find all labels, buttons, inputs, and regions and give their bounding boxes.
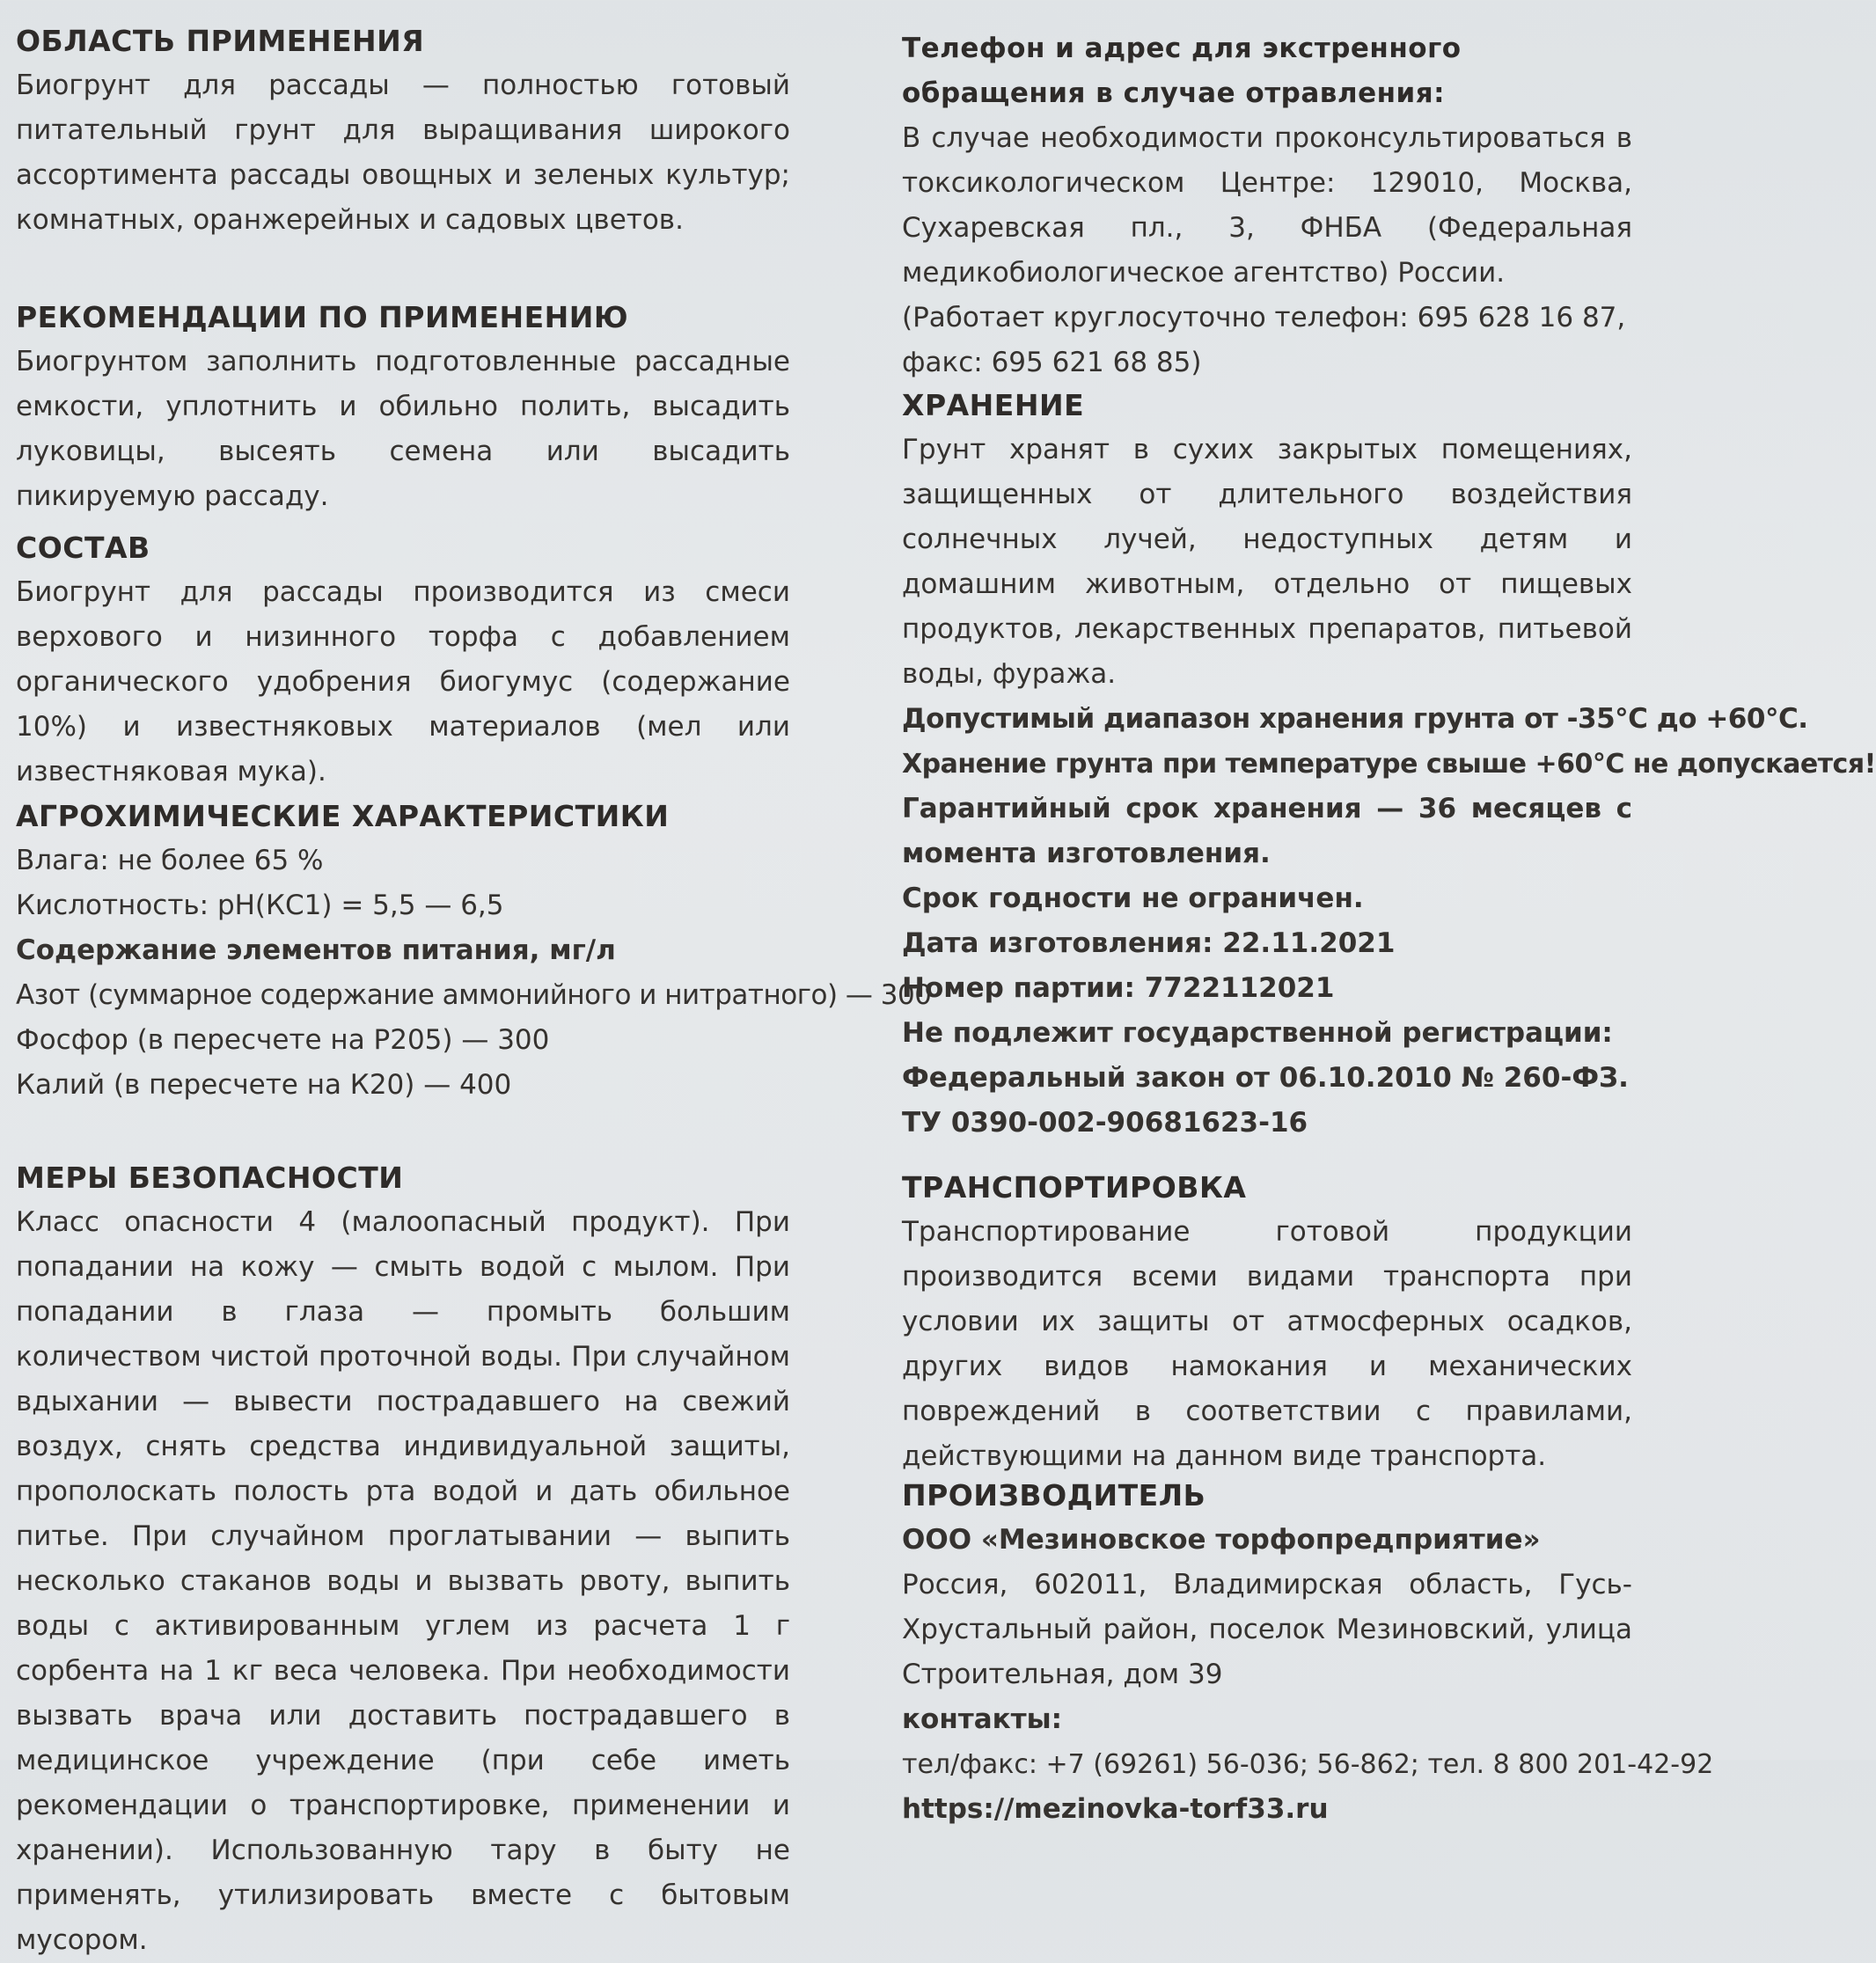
section-emergency <box>902 26 1632 385</box>
transport-text: Транспортирование готовой продукции производится всеми видами транспорта при условии их защиты от атмосферных осадков, других видов намокания и механических повреждений в соответствии с правилами, действующими на данном виде транспорта. <box>902 1216 1632 1472</box>
contacts-label: контакты: <box>902 1703 1063 1735</box>
nitrogen-line: Азот (суммарное содержание аммонийного и нитратного) — 300 <box>16 979 932 1011</box>
section-heading: АГРОХИМИЧЕСКИЕ ХАРАКТЕРИСТИКИ <box>16 799 670 833</box>
section-agrochemical <box>16 795 932 1108</box>
emergency-heading: Телефон и адрес для экстренного обращения в случае отравления: <box>902 33 1462 109</box>
storage-text: Грунт хранят в сухих закрытых помещениях, защищенных от длительного воздействия солнечных лучей, недоступных детям и домашним животным, отдельно от пищевых продуктов, лекарственных препаратов, питьевой воды, фуража. <box>902 434 1632 690</box>
contact-phones: тел/факс: +7 (69261) 56-036; 56-862; тел. 8 800 201-42-92 <box>902 1749 1714 1780</box>
section-composition <box>16 526 790 795</box>
section-transport <box>902 1166 1632 1479</box>
emergency-fax: факс: 695 621 68 85) <box>902 347 1202 378</box>
company-name: ООО «Мезиновское торфопредприятие» <box>902 1524 1541 1556</box>
moisture-line: Влага: не более 65 % <box>16 845 324 876</box>
section-heading: ОБЛАСТЬ ПРИМЕНЕНИЯ <box>16 24 425 58</box>
storage-range: Допустимый диапазон хранения грунта от -35°С до +60°С. <box>902 703 1808 735</box>
section-text: Биогрунтом заполнить подготовленные рассадные емкости, уплотнить и обильно полить, высадить луковицы, высеять семена или высадить пикируемую рассаду. <box>16 346 790 512</box>
manufacture-date-label: Дата изготовления: <box>902 927 1213 959</box>
section-text: Класс опасности 4 (малоопасный продукт). При попадании на кожу — смыть водой с мылом. При попадании в глаза — промыть большим количеством чистой проточной воды. При случайном вдыхании — вывести пострадавшего на свежий воздух, снять средства индивидуальной защиты, прополоскать полость рта водой и дать обильное питье. При случайном проглатывании — выпить несколько стаканов воды и вызвать рвоту, выпить воды с активированным углем из расчета 1 г сорбента на 1 кг веса человека. При необходимости вызвать врача или доставить пострадавшего в медицинское учреждение (при себе иметь рекомендации о транспортировке, применении и хранении). Использованную тару в быту не применять, утилизировать вместе с бытовым мусором. <box>16 1206 790 1956</box>
phosphorus-line: Фосфор (в пересчете на Р205) — 300 <box>16 1024 550 1056</box>
potassium-line: Калий (в пересчете на К20) — 400 <box>16 1069 512 1101</box>
section-application <box>16 19 790 243</box>
emergency-text: В случае необходимости проконсультироваться в токсикологическом Центре: 129010, Москва, Сухаревская пл., 3, ФНБА (Федеральная медикобиологическое агентство) России. <box>902 122 1632 289</box>
tu-code: ТУ 0390-002-90681623-16 <box>902 1107 1308 1139</box>
federal-law: Федеральный закон от 06.10.2010 № 260-ФЗ. <box>902 1062 1629 1094</box>
emergency-phone: (Работает круглосуточно телефон: 695 628 16 87, <box>902 302 1626 333</box>
company-address: Россия, 602011, Владимирская область, Гусь-Хрустальный район, поселок Мезиновский, улица Строительная, дом 39 <box>902 1569 1632 1690</box>
section-heading: ХРАНЕНИЕ <box>902 388 1085 422</box>
website-link[interactable]: https://mezinovka-torf33.ru <box>902 1793 1329 1825</box>
section-heading: РЕКОМЕНДАЦИИ ПО ПРИМЕНЕНИЮ <box>16 300 629 334</box>
manufacture-date <box>902 921 1632 966</box>
storage-guarantee: Гарантийный срок хранения — 36 месяцев с момента изготовления. <box>902 793 1632 869</box>
section-text: Биогрунт для рассады производится из смеси верхового и низинного торфа с добавлением органического удобрения биогумус (содержание 10%) и известняковых материалов (мел или известняковая мука). <box>16 576 790 787</box>
section-storage <box>902 384 1876 1146</box>
section-safety <box>16 1156 790 1963</box>
registration-note: Не подлежит государственной регистрации: <box>902 1017 1613 1049</box>
section-text: Биогрунт для рассады — полностью готовый питательный грунт для выращивания широкого ассортимента рассады овощных и зеленых культур; комнатных, оранжерейных и садовых цветов. <box>16 70 790 236</box>
section-manufacturer <box>902 1474 1714 1832</box>
shelf-life: Срок годности не ограничен. <box>902 883 1364 914</box>
batch-number <box>902 966 1632 1011</box>
section-heading: МЕРЫ БЕЗОПАСНОСТИ <box>16 1161 404 1195</box>
manufacture-date-value: 22.11.2021 <box>1222 927 1396 959</box>
section-heading: СОСТАВ <box>16 531 150 565</box>
acidity-line: Кислотность: рН(КС1) = 5,5 — 6,5 <box>16 890 504 921</box>
storage-warning: Хранение грунта при температуре свыше +60°С не допускается! <box>902 749 1876 780</box>
batch-number-value: 7722112021 <box>1144 972 1335 1004</box>
section-recommendations <box>16 296 790 519</box>
section-heading: ПРОИЗВОДИТЕЛЬ <box>902 1478 1206 1513</box>
nutrients-title: Содержание элементов питания, мг/л <box>16 934 616 966</box>
section-heading: ТРАНСПОРТИРОВКА <box>902 1170 1247 1205</box>
batch-number-label: Номер партии: <box>902 972 1135 1004</box>
